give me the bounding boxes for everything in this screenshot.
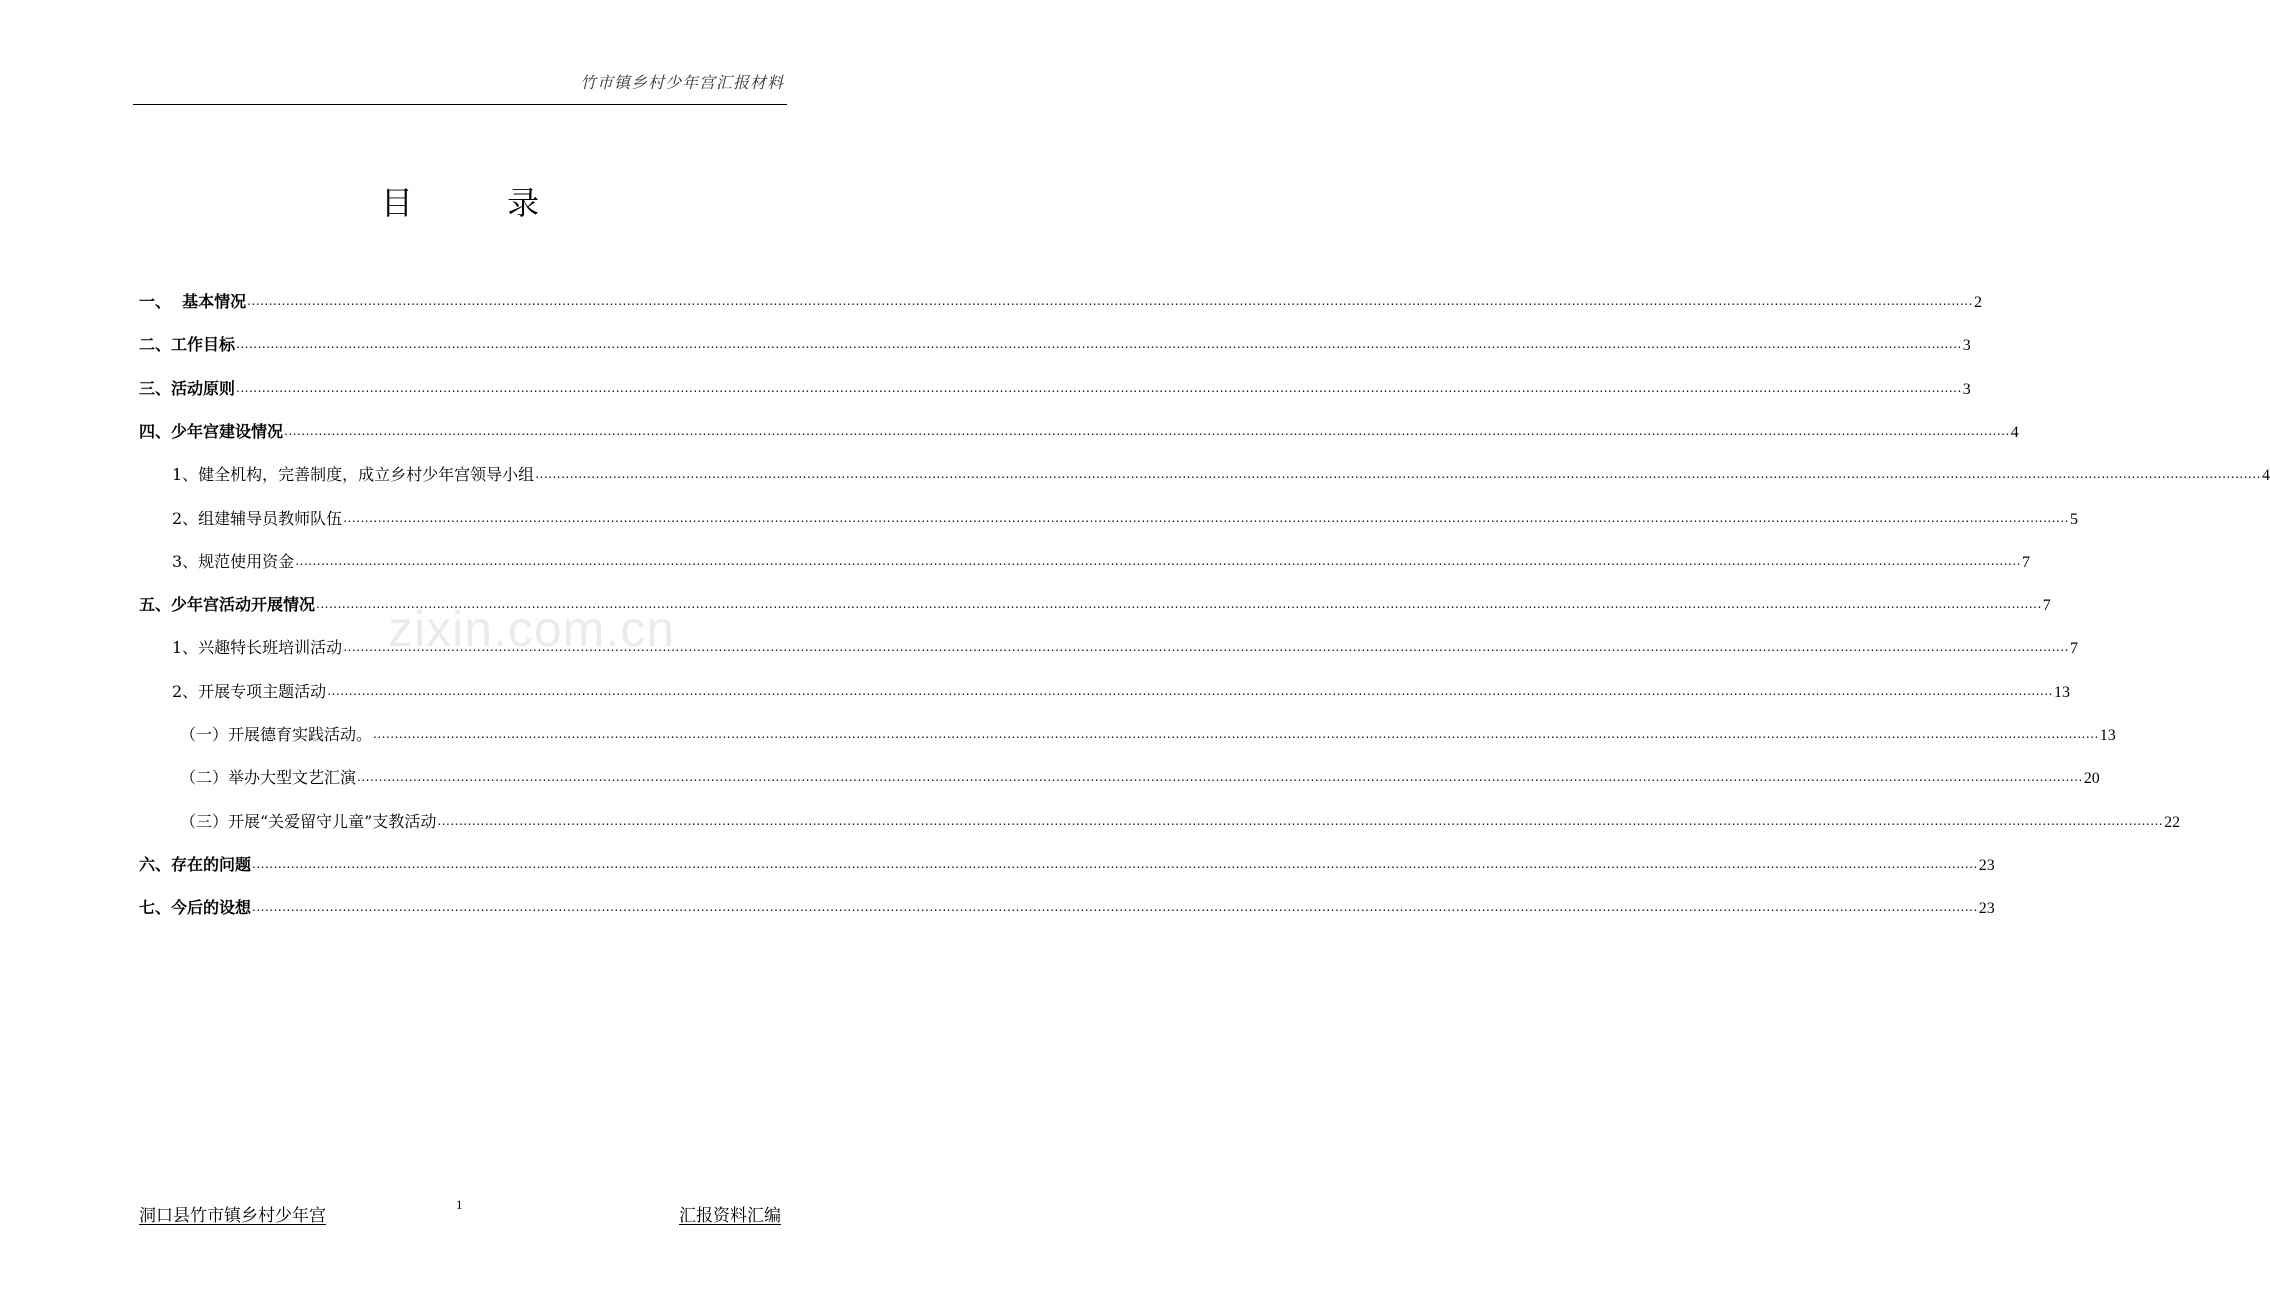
toc-leader-dots: ................................................................................................................................................................................................................................................................................................................................................................................................................ [252,900,1978,914]
toc-leader-dots: ................................................................................................................................................................................................................................................................................................................................................................................................................ [535,467,2261,481]
toc-entry-page: 5 [2069,511,2078,528]
toc-entry-label: 四、少年宫建设情况 [139,422,284,441]
toc-leader-dots: ................................................................................................................................................................................................................................................................................................................................................................................................................ [295,554,2021,568]
toc-entry-label: 六、存在的问题 [139,855,252,874]
toc-entry-page: 22 [2164,814,2181,831]
toc-entry-label: （三）开展“关爱留守儿童”支教活动 [180,812,437,831]
toc-title: 目 录 [380,184,582,222]
toc-leader-dots: ................................................................................................................................................................................................................................................................................................................................................................................................................ [437,814,2164,828]
toc-entry-page: 23 [1978,900,1995,917]
toc-entry-page: 2 [1973,294,1982,311]
toc-entry[interactable] [172,505,2078,529]
toc-leader-dots: ................................................................................................................................................................................................................................................................................................................................................................................................................ [343,640,2069,654]
toc-entry[interactable] [180,721,2116,745]
footer-page-number: 1 [456,1197,463,1212]
toc-entry[interactable] [139,851,1995,875]
toc-entry-page: 7 [2021,554,2030,571]
header-divider [133,104,787,105]
toc-leader-dots: ................................................................................................................................................................................................................................................................................................................................................................................................................ [316,597,2042,611]
toc-leader-dots: ................................................................................................................................................................................................................................................................................................................................................................................................................ [357,770,2083,784]
toc-entry[interactable] [172,548,2030,572]
toc-entry-page: 4 [2010,424,2019,441]
toc-entry-page: 13 [2053,684,2070,701]
toc-entry-label: 三、活动原则 [139,379,236,398]
toc-leader-dots: ................................................................................................................................................................................................................................................................................................................................................................................................................ [284,424,2010,438]
toc-leader-dots: ................................................................................................................................................................................................................................................................................................................................................................................................................ [236,337,1962,351]
toc-entry[interactable] [139,331,1971,355]
toc-entry-label: （一）开展德育实践活动。 [180,725,373,744]
toc-entry-label: 二、工作目标 [139,335,236,354]
toc-leader-dots: ................................................................................................................................................................................................................................................................................................................................................................................................................ [343,511,2069,525]
toc-entry-label: 七、今后的设想 [139,898,252,917]
toc-entry[interactable] [172,461,2270,485]
toc-entry-page: 7 [2069,640,2078,657]
toc-entry-page: 4 [2261,467,2270,484]
toc-leader-dots: ................................................................................................................................................................................................................................................................................................................................................................................................................ [373,727,2099,741]
toc-entry-page: 7 [2042,597,2051,614]
toc-entry[interactable] [139,418,2019,442]
toc-entry-page: 13 [2099,727,2116,744]
header-title: 竹市镇乡村少年宫汇报材料 [579,73,784,92]
toc-entry[interactable] [139,375,1971,399]
toc-entry[interactable] [180,808,2181,832]
toc-entry-page: 3 [1962,381,1971,398]
toc-entry-page: 3 [1962,337,1971,354]
toc-leader-dots: ................................................................................................................................................................................................................................................................................................................................................................................................................ [252,857,1978,871]
toc-entry[interactable] [139,894,1995,918]
toc-entry[interactable] [172,678,2070,702]
toc-entry-page: 23 [1978,857,1995,874]
watermark: zixin.com.cn [388,601,676,657]
toc-leader-dots: ................................................................................................................................................................................................................................................................................................................................................................................................................ [327,684,2053,698]
footer-right-text: 汇报资料汇编 [679,1206,781,1226]
toc-entry-label: 1、健全机构，完善制度，成立乡村少年宫领导小组 [172,465,535,484]
toc-entry[interactable] [139,288,1982,312]
footer-left-text: 洞口县竹市镇乡村少年宫 [139,1206,326,1226]
toc-entry-label: 2、开展专项主题活动 [172,682,327,701]
toc-leader-dots: ................................................................................................................................................................................................................................................................................................................................................................................................................ [236,381,1962,395]
toc-entry-label: 五、少年宫活动开展情况 [139,595,316,614]
toc-entry-page: 20 [2083,770,2100,787]
toc-entry-label: （二）举办大型文艺汇演 [180,768,357,787]
toc-entry-label: 一、 基本情况 [139,292,247,311]
toc-leader-dots: ................................................................................................................................................................................................................................................................................................................................................................................................................ [247,294,1973,308]
toc-entry-label: 3、规范使用资金 [172,552,295,571]
toc-entry-label: 1、兴趣特长班培训活动 [172,638,343,657]
toc-entry-label: 2、组建辅导员教师队伍 [172,509,343,528]
toc-entry[interactable] [180,764,2100,788]
